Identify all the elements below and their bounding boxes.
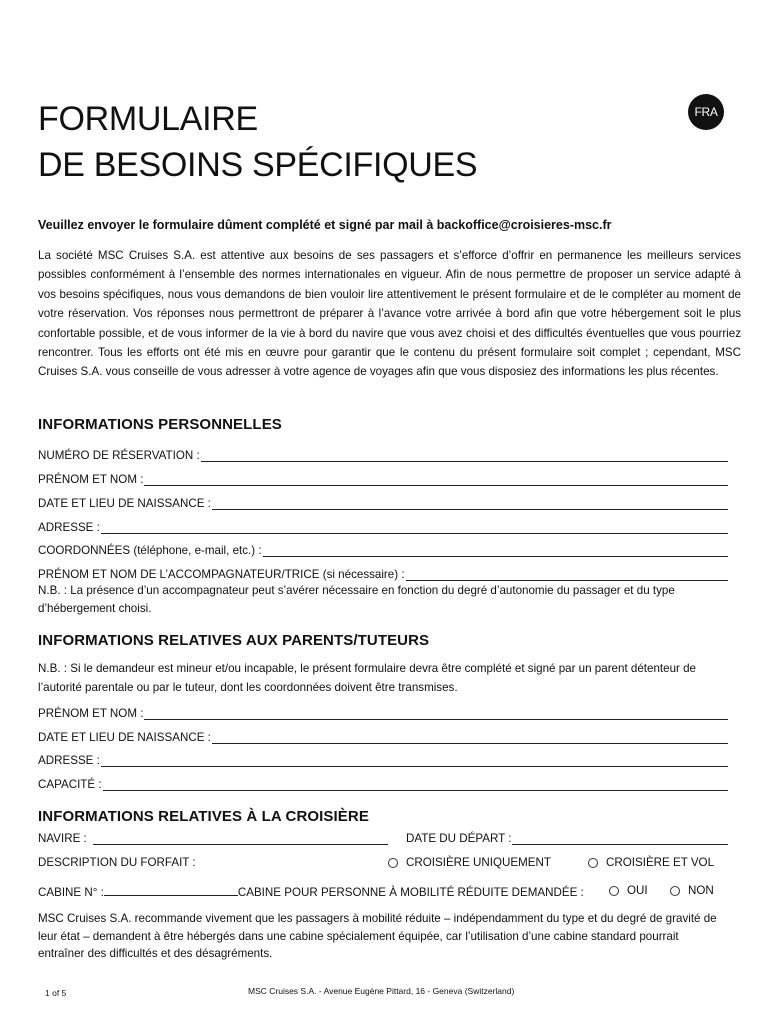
guardian-address-line[interactable] (101, 755, 728, 767)
cabin-number-line[interactable] (104, 884, 238, 896)
guardian-info-heading: INFORMATIONS RELATIVES AUX PARENTS/TUTEURS (38, 632, 430, 649)
birth-label: DATE ET LIEU DE NAISSANCE : (38, 497, 211, 510)
package-option-cruise-only-label: CROISIÈRE UNIQUEMENT (406, 856, 551, 869)
companion-label: PRÉNOM ET NOM DE L’ACCOMPAGNATEUR/TRICE (si nécessaire) : (38, 568, 405, 581)
companion-field[interactable] (38, 565, 728, 581)
radio-no[interactable] (670, 886, 680, 896)
reduced-mobility-recommendation: MSC Cruises S.A. recommande vivement que les passagers à mobilité réduite – indépendamment du type et du degré de gravité de leur état – demandent à être hébergés dans une cabine spécialement équipée, car l’utilisation d’une cabine standard pourrait entraîner des difficultés et des désagréments. (38, 912, 717, 960)
package-option-cruise-flight-label: CROISIÈRE ET VOL (606, 856, 715, 869)
departure-date-field[interactable] (406, 829, 728, 845)
radio-cruise-only[interactable] (388, 858, 398, 868)
reservation-number-field[interactable] (38, 446, 728, 462)
guardian-capacity-label: CAPACITÉ : (38, 778, 102, 791)
reduced-mobility-yes[interactable] (609, 884, 648, 897)
guardian-capacity-line[interactable] (103, 779, 728, 791)
guardian-address-field[interactable] (38, 751, 728, 767)
reduced-mobility-yes-label: OUI (627, 884, 648, 897)
name-field[interactable] (38, 470, 728, 486)
cabin-number-label: CABINE N° : (38, 886, 104, 899)
footer-address: MSC Cruises S.A. - Avenue Eugène Pittard, 16 - Geneva (Switzerland) (248, 986, 515, 996)
address-line[interactable] (101, 522, 728, 534)
guardian-address-label: ADRESSE : (38, 754, 100, 767)
guardian-name-field[interactable] (38, 704, 728, 720)
intro-paragraph: La société MSC Cruises S.A. est attentive aux besoins de ses passagers et s’efforce d’offrir en permanence les meilleurs services possibles conformément à l’ensemble des normes internationales en vigueur. Afin de nous permettre de proposer un service adapté à vos besoins spécifiques, nous vous demandons de bien vouloir lire attentivement le présent formulaire et de le compléter au moment de votre réservation. Vos réponses nous permettront de préparer à l’avance votre arrivée à bord afin que votre hébergement soit le plus confortable possible, et de vous informer de la vie à bord du navire que vous avez choisi et des difficultés éventuelles que vous pourriez rencontrer. Tous les efforts ont été mis en œuvre pour garantir que le contenu du présent formulaire soit complet ; cependant, MSC Cruises S.A. vous conseille de vous adresser à votre agence de voyages afin que vous disposiez des informations les plus récentes. (38, 249, 741, 379)
cruise-info-heading: INFORMATIONS RELATIVES À LA CROISIÈRE (38, 808, 369, 825)
birth-line[interactable] (212, 498, 728, 510)
cabin-row (38, 884, 584, 899)
contact-line[interactable] (263, 545, 728, 557)
ship-field[interactable] (38, 829, 388, 845)
guardian-birth-label: DATE ET LIEU DE NAISSANCE : (38, 731, 211, 744)
guardian-birth-line[interactable] (212, 732, 728, 744)
send-instruction: Veuillez envoyer le formulaire dûment complété et signé par mail à backoffice@croisieres-msc.fr (38, 218, 612, 232)
package-label: DESCRIPTION DU FORFAIT : (38, 856, 196, 869)
departure-date-label: DATE DU DÉPART : (406, 832, 512, 845)
birth-field[interactable] (38, 494, 728, 510)
guardian-name-line[interactable] (144, 708, 728, 720)
departure-date-line[interactable] (512, 833, 728, 845)
reservation-number-label: NUMÉRO DE RÉSERVATION : (38, 449, 200, 462)
guardian-name-label: PRÉNOM ET NOM : (38, 707, 144, 720)
title-line-1: FORMULAIRE (38, 100, 258, 138)
guardian-note: N.B. : Si le demandeur est mineur et/ou incapable, le présent formulaire devra être complété et signé par un parent détenteur de l’autorité parentale ou par le tuteur, dont les coordonnées doivent être transmises. (38, 662, 697, 694)
guardian-birth-field[interactable] (38, 728, 728, 744)
package-option-cruise-only[interactable] (388, 856, 551, 869)
radio-cruise-flight[interactable] (588, 858, 598, 868)
language-badge: FRA (688, 94, 724, 130)
guardian-capacity-field[interactable] (38, 775, 728, 791)
address-label: ADRESSE : (38, 521, 100, 534)
ship-line[interactable] (93, 833, 388, 845)
personal-info-heading: INFORMATIONS PERSONNELLES (38, 416, 282, 433)
name-line[interactable] (144, 474, 728, 486)
radio-yes[interactable] (609, 886, 619, 896)
companion-note: N.B. : La présence d’un accompagnateur peut s’avérer nécessaire en fonction du degré d’autonomie du passager et du type d’hébergement choisi. (38, 584, 675, 615)
reduced-mobility-label: CABINE POUR PERSONNE À MOBILITÉ RÉDUITE DEMANDÉE : (237, 886, 584, 899)
ship-label: NAVIRE : (38, 832, 87, 845)
reservation-number-line[interactable] (201, 450, 728, 462)
page-number: 1 of 5 (45, 988, 67, 998)
reduced-mobility-no-label: NON (688, 884, 714, 897)
companion-line[interactable] (406, 569, 728, 581)
contact-label: COORDONNÉES (téléphone, e-mail, etc.) : (38, 544, 262, 557)
contact-field[interactable] (38, 541, 728, 557)
package-option-cruise-flight[interactable] (588, 856, 714, 869)
title-line-2: DE BESOINS SPÉCIFIQUES (38, 146, 478, 184)
name-label: PRÉNOM ET NOM : (38, 473, 144, 486)
reduced-mobility-no[interactable] (670, 884, 714, 897)
address-field[interactable] (38, 518, 728, 534)
page-title (38, 96, 477, 188)
